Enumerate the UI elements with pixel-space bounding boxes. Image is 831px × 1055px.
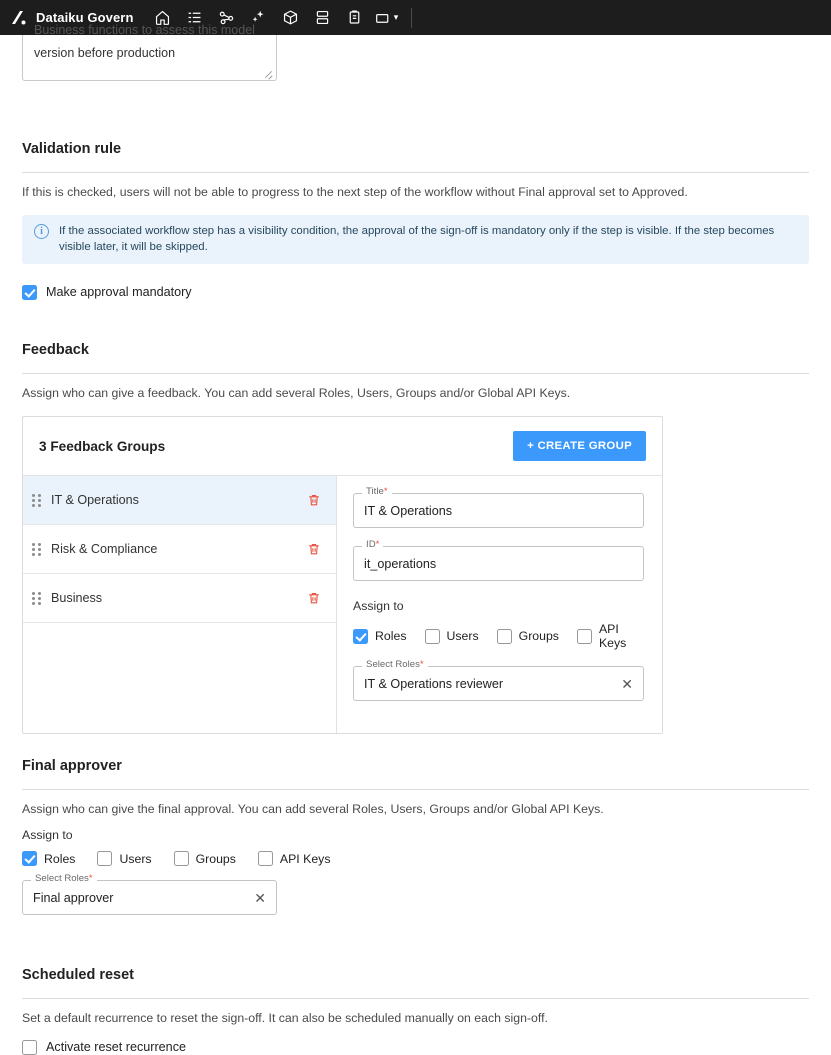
- validation-rule-section-header: [22, 141, 809, 173]
- final-approver-section-header: [22, 758, 809, 790]
- final-assign-apikeys-checkbox[interactable]: [258, 851, 273, 866]
- description-line-1: Business functions to assess this model: [34, 23, 255, 37]
- group-title-input[interactable]: [353, 493, 644, 528]
- group-id-value: it_operations: [364, 556, 437, 571]
- feedback-groups-list: [23, 476, 337, 733]
- group-select-roles-input[interactable]: [353, 666, 644, 701]
- sign-off-settings-page: [0, 23, 831, 1055]
- final-approver-assign-options: [22, 851, 809, 866]
- group-assign-users-label: Users: [446, 629, 479, 644]
- drag-handle-icon[interactable]: [32, 591, 42, 605]
- create-group-button[interactable]: + CREATE GROUP: [513, 431, 646, 461]
- final-assign-apikeys[interactable]: [258, 851, 331, 866]
- feedback-group-form: [337, 476, 662, 733]
- feedback-description: Assign who can give a feedback. You can add several Roles, Users, Groups and/or Global API Keys.: [22, 385, 571, 400]
- activate-reset-recurrence-checkbox[interactable]: [22, 1040, 37, 1055]
- make-approval-mandatory-label: Make approval mandatory: [46, 285, 192, 300]
- group-title-field[interactable]: [353, 486, 644, 528]
- final-select-roles-field[interactable]: [22, 873, 277, 915]
- group-assign-groups[interactable]: [497, 629, 559, 644]
- group-id-field[interactable]: [353, 539, 644, 581]
- group-assign-roles[interactable]: [353, 629, 406, 644]
- validation-rule-description: If this is checked, users will not be able to progress to the next step of the workflow without Final approval set to Approved.: [22, 185, 688, 199]
- final-assign-roles-label: Roles: [44, 851, 76, 866]
- feedback-title: Feedback: [22, 341, 89, 358]
- clear-icon[interactable]: ✕: [621, 675, 633, 692]
- group-assign-to-label: Assign to: [353, 599, 404, 614]
- group-name: IT & Operations: [51, 493, 139, 508]
- final-select-roles-input[interactable]: [22, 880, 277, 915]
- group-assign-apikeys-label: API Keys: [598, 622, 627, 651]
- drag-handle-icon[interactable]: [32, 542, 42, 556]
- activate-reset-recurrence-row[interactable]: [22, 1040, 809, 1055]
- group-title-label: Title*: [362, 486, 392, 497]
- toolbar-divider: [411, 8, 412, 28]
- window-dropdown-icon[interactable]: [371, 5, 401, 31]
- group-id-input[interactable]: [353, 546, 644, 581]
- group-id-label: ID*: [362, 539, 383, 550]
- final-assign-users-label: Users: [119, 851, 152, 866]
- delete-group-icon[interactable]: [306, 541, 322, 557]
- final-approver-description: Assign who can give the final approval. You can add several Roles, Users, Groups and/or Global API Keys.: [22, 802, 604, 817]
- textarea-resize-handle[interactable]: [263, 68, 273, 78]
- group-select-roles-label: Select Roles*: [362, 659, 428, 670]
- description-line-2: version before production: [34, 46, 176, 60]
- feedback-groups-body: [23, 475, 662, 733]
- final-approver-assign-to-label: Assign to: [22, 828, 73, 843]
- scheduled-reset-section-header: [22, 967, 809, 999]
- group-assign-groups-label: Groups: [518, 629, 559, 644]
- group-select-roles-field[interactable]: [353, 659, 644, 701]
- group-name: Risk & Compliance: [51, 542, 158, 557]
- clear-icon[interactable]: ✕: [254, 889, 266, 906]
- group-assign-apikeys[interactable]: [577, 622, 644, 650]
- group-title-value: IT & Operations: [364, 503, 453, 518]
- list-item[interactable]: [23, 574, 336, 623]
- box-icon[interactable]: [275, 5, 305, 31]
- group-assign-apikeys-checkbox[interactable]: [577, 629, 592, 644]
- final-assign-roles[interactable]: [22, 851, 75, 866]
- delete-group-icon[interactable]: [306, 492, 322, 508]
- group-assign-users-checkbox[interactable]: [425, 629, 440, 644]
- final-approver-title: Final approver: [22, 758, 122, 775]
- list-item[interactable]: [23, 525, 336, 574]
- info-icon: i: [34, 224, 49, 239]
- group-assign-groups-checkbox[interactable]: [497, 629, 512, 644]
- final-select-roles-label: Select Roles*: [31, 873, 97, 884]
- final-assign-users[interactable]: [97, 851, 151, 866]
- list-item[interactable]: [23, 476, 336, 525]
- final-assign-groups-checkbox[interactable]: [174, 851, 189, 866]
- make-approval-mandatory-row[interactable]: [22, 285, 809, 300]
- group-name: Business: [51, 591, 103, 606]
- brand-name: Dataiku Govern: [36, 10, 134, 25]
- group-select-roles-value: IT & Operations reviewer: [364, 676, 504, 691]
- chevron-down-icon: ▾: [393, 12, 399, 22]
- feedback-groups-panel: [22, 416, 663, 734]
- validation-rule-info-banner: [22, 215, 809, 264]
- validation-rule-info-text: If the associated workflow step has a visibility condition, the approval of the sign-off is mandatory only if the step is visible. If the step becomes visible later, it will be skipped.: [59, 225, 775, 253]
- feedback-section-header: [22, 342, 809, 374]
- activate-reset-recurrence-label: Activate reset recurrence: [46, 1040, 186, 1055]
- feedback-groups-panel-header: [23, 417, 662, 475]
- group-assign-options: [353, 622, 644, 650]
- group-assign-users[interactable]: [425, 629, 479, 644]
- group-assign-roles-label: Roles: [375, 629, 407, 644]
- feedback-groups-count: 3 Feedback Groups: [39, 438, 166, 454]
- scheduled-reset-title: Scheduled reset: [22, 967, 135, 984]
- validation-rule-title: Validation rule: [22, 141, 122, 157]
- make-approval-mandatory-checkbox[interactable]: [22, 285, 37, 300]
- final-assign-users-checkbox[interactable]: [97, 851, 112, 866]
- drag-handle-icon[interactable]: [32, 493, 42, 507]
- final-select-roles-value: Final approver: [33, 890, 114, 905]
- final-assign-groups-label: Groups: [195, 851, 236, 866]
- clipboard-icon[interactable]: [339, 5, 369, 31]
- layers-icon[interactable]: [307, 5, 337, 31]
- description-textarea[interactable]: [22, 23, 277, 81]
- delete-group-icon[interactable]: [306, 590, 322, 606]
- final-assign-roles-checkbox[interactable]: [22, 851, 37, 866]
- group-assign-roles-checkbox[interactable]: [353, 629, 368, 644]
- final-assign-apikeys-label: API Keys: [279, 851, 331, 866]
- scheduled-reset-description: Set a default recurrence to reset the sign-off. It can also be scheduled manually on each sign-off.: [22, 1011, 548, 1026]
- dataiku-logo-icon: [10, 9, 28, 27]
- final-assign-groups[interactable]: [174, 851, 236, 866]
